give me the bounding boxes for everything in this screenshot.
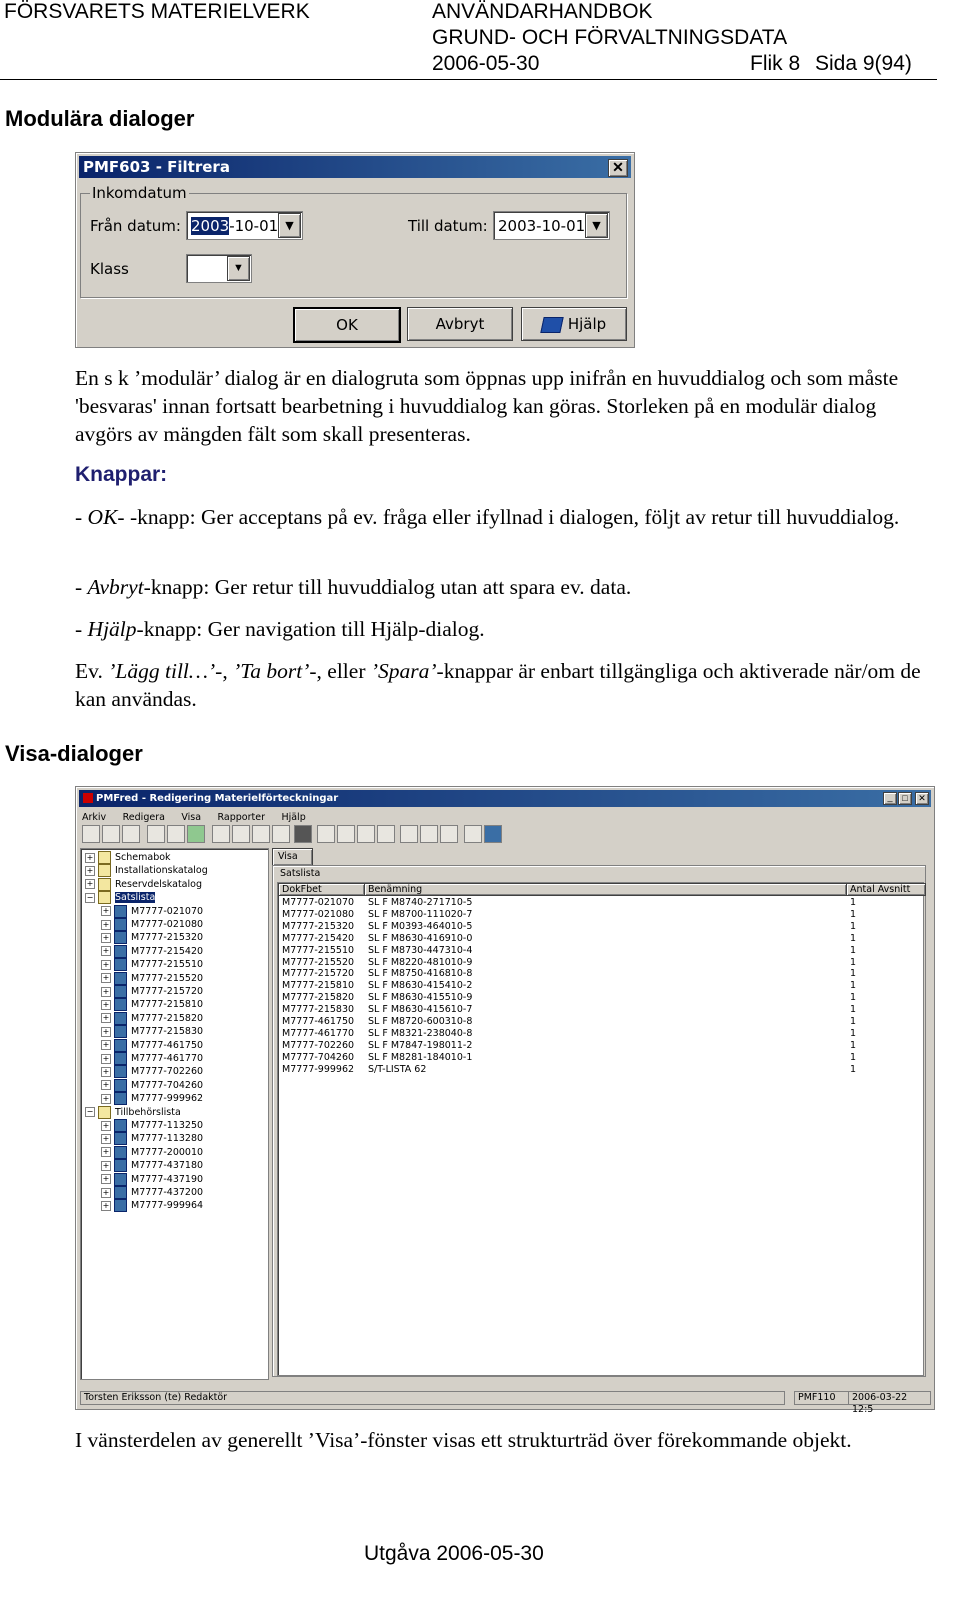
cancel-button-description — [75, 573, 905, 601]
ev-note-part: -knappar är enbart tillgängliga och aktiverade när/om de kan användas. — [75, 659, 921, 711]
status-date-field — [848, 1391, 931, 1415]
table-cell: SL F M8321-238040-8 — [368, 1027, 473, 1039]
filter-dialog — [75, 152, 635, 348]
tree-item-label: M7777-113280 — [131, 1133, 204, 1145]
table-cell: SL F M8740-271710-5 — [368, 897, 473, 908]
ok-button-description — [75, 503, 905, 531]
expand-icon[interactable]: + — [102, 906, 110, 916]
table-cell: 1 — [850, 956, 857, 968]
expand-icon[interactable]: + — [102, 973, 110, 983]
expand-icon[interactable]: + — [102, 999, 110, 1009]
book-icon — [98, 878, 111, 891]
tree-item-label: M7777-461750 — [131, 1039, 204, 1051]
tree-item-label: M7777-461770 — [131, 1053, 204, 1064]
menu-rapporter[interactable]: Rapporter — [217, 812, 265, 823]
ok-item-prefix: - — [75, 505, 88, 529]
cancel-item-prefix: - — [75, 575, 88, 599]
status-code: PMF110 — [798, 1392, 836, 1403]
tree-item-satslista[interactable] — [101, 945, 203, 958]
menu-arkiv[interactable]: Arkiv — [82, 812, 107, 823]
table-cell: 1 — [850, 1004, 857, 1016]
table-cell: M7777-215520 — [282, 956, 355, 968]
status-bar — [80, 1391, 930, 1415]
window-titlebar — [79, 790, 931, 807]
table-cell: SL F M0393-464010-5 — [368, 920, 473, 932]
table-row[interactable] — [282, 1028, 922, 1040]
table-cell: M7777-702260 — [282, 1039, 355, 1051]
header-date: 2006-05-30 — [432, 52, 540, 75]
tree-item-label: Tillbehörslista — [115, 1106, 181, 1118]
tree-item-satslista[interactable] — [101, 905, 203, 918]
header-org: FÖRSVARETS MATERIELVERK — [4, 0, 310, 23]
print-icon[interactable] — [147, 825, 165, 843]
expand-icon[interactable]: + — [102, 1013, 110, 1023]
ok-button[interactable] — [293, 307, 401, 343]
tree-item-satslista[interactable] — [101, 1025, 203, 1038]
tree-item-satslista[interactable] — [101, 931, 203, 944]
from-date-label: Från datum: — [90, 217, 181, 235]
help-item-text: -knapp: Ger navigation till Hjälp-dialog. — [136, 617, 485, 641]
group-inkomdatum — [80, 184, 627, 298]
expand-icon[interactable]: + — [102, 946, 110, 956]
document-icon — [114, 958, 127, 971]
from-date-dropdown-button[interactable] — [278, 213, 301, 238]
tool-icon-5[interactable] — [400, 825, 418, 843]
document-icon — [114, 945, 127, 958]
expand-icon[interactable]: + — [102, 1200, 110, 1210]
tree-item-label: M7777-021070 — [131, 905, 204, 917]
expand-icon[interactable]: + — [102, 1066, 110, 1076]
copy-icon[interactable] — [232, 825, 250, 843]
tree-item-satslista[interactable] — [101, 1039, 203, 1052]
table-cell: M7777-999962 — [282, 1063, 355, 1075]
help-button[interactable] — [521, 307, 627, 341]
tree-item-label: M7777-200010 — [131, 1146, 204, 1158]
help-button-label: Hjälp — [567, 315, 607, 333]
column-header-label: Benämning — [368, 884, 423, 895]
book-icon — [98, 1106, 111, 1119]
help-book-icon[interactable] — [484, 825, 502, 843]
document-icon — [114, 985, 127, 998]
table-cell: SL F M8630-415610-7 — [368, 1004, 473, 1016]
tree-item-tillbehor[interactable] — [101, 1146, 203, 1159]
cancel-button-label: Avbryt — [435, 315, 485, 333]
table-row[interactable] — [282, 980, 922, 992]
expand-icon[interactable]: + — [102, 986, 110, 996]
new-icon[interactable] — [82, 825, 100, 843]
pmfred-window — [75, 786, 935, 1415]
app-icon — [83, 793, 93, 803]
header-rule — [0, 79, 937, 80]
to-date-select[interactable] — [493, 211, 610, 240]
minimize-icon: _ — [887, 792, 893, 802]
expand-icon[interactable]: + — [102, 1040, 110, 1050]
table-cell: M7777-021070 — [282, 897, 355, 908]
column-header-label: DokFbet — [282, 884, 322, 895]
ok-item-name: OK — [87, 505, 118, 529]
from-date-select[interactable] — [186, 211, 303, 240]
document-icon — [114, 931, 127, 944]
document-icon — [114, 1173, 127, 1186]
tree-item-tillbehor[interactable] — [101, 1173, 203, 1186]
undo-icon[interactable] — [272, 825, 290, 843]
table-cell: M7777-461770 — [282, 1027, 355, 1039]
visa-description: I vänsterdelen av generellt ’Visa’-fönster visas ett strukturträd över förekommande objekt. — [75, 1428, 852, 1452]
book-icon — [98, 891, 111, 904]
tool-icon-7[interactable] — [440, 825, 458, 843]
class-dropdown-button[interactable] — [227, 256, 250, 281]
ev-note-part: -, eller — [309, 659, 371, 683]
tree-item-tillbehor[interactable] — [101, 1159, 203, 1172]
expand-icon[interactable]: + — [102, 959, 110, 969]
status-user-field — [80, 1391, 785, 1405]
table-cell: SL F M7847-198011-2 — [368, 1039, 473, 1051]
document-icon — [114, 1199, 127, 1212]
document-icon — [114, 1065, 127, 1078]
tree-root-schemabok[interactable] — [85, 851, 171, 864]
table-cell: 1 — [850, 897, 857, 908]
status-user: Torsten Eriksson (te) Redaktör — [84, 1392, 228, 1403]
table-cell: M7777-021080 — [282, 908, 355, 920]
chevron-down-icon: ▼ — [592, 219, 601, 232]
tree-item-tillbehor[interactable] — [101, 1199, 203, 1212]
table-cell: 1 — [850, 932, 857, 944]
table-row[interactable] — [282, 909, 922, 921]
document-icon — [114, 1146, 127, 1159]
tree-item-tillbehor[interactable] — [101, 1132, 203, 1145]
ok-button-label: OK — [336, 316, 358, 334]
ok-item-text: - -knapp: Ger acceptans på ev. fråga eller ifyllnad i dialogen, följt av retur till huvuddialog. — [117, 505, 900, 529]
maximize-button[interactable] — [898, 792, 912, 805]
close-icon: ✕ — [612, 159, 624, 175]
delete-icon[interactable] — [122, 825, 140, 843]
tree-root-satslista[interactable] — [85, 891, 155, 904]
table-cell: SL F M8630-415510-9 — [368, 992, 473, 1004]
ev-note-part: Ev. — [75, 659, 109, 683]
table-cell: 1 — [850, 1016, 857, 1027]
document-icon — [114, 998, 127, 1011]
expand-icon[interactable]: + — [102, 932, 110, 942]
table-cell: M7777-461750 — [282, 1016, 355, 1027]
header-page: Sida 9(94) — [815, 52, 912, 75]
group-label: Inkomdatum — [92, 184, 187, 202]
table-cell: M7777-215510 — [282, 944, 355, 956]
table-row[interactable] — [282, 1052, 922, 1064]
help-book-icon — [540, 317, 563, 333]
column-header-dokfbet[interactable] — [278, 883, 365, 896]
to-date-text: 2003-10-01 — [498, 217, 586, 235]
table-row[interactable] — [282, 1004, 922, 1016]
document-icon — [114, 918, 127, 931]
document-icon — [114, 972, 127, 985]
tree-item-label: M7777-215830 — [131, 1026, 204, 1038]
chevron-down-icon: ▼ — [285, 219, 294, 232]
collapse-icon[interactable]: − — [86, 892, 94, 902]
expand-icon[interactable]: + — [102, 1120, 110, 1130]
tree-item-label: M7777-437190 — [131, 1173, 204, 1185]
table-cell: SL F M8220-481010-9 — [368, 956, 473, 968]
table-cell: 1 — [850, 992, 857, 1004]
table-row[interactable] — [282, 945, 922, 957]
maximize-icon: □ — [902, 793, 908, 803]
table-cell: 1 — [850, 1063, 857, 1075]
document-icon — [114, 1052, 127, 1065]
column-header-benamning[interactable] — [364, 883, 847, 896]
collapse-icon[interactable]: − — [86, 1107, 94, 1117]
class-select[interactable] — [186, 254, 252, 283]
tree-item-tillbehor[interactable] — [101, 1186, 203, 1199]
document-icon — [114, 1039, 127, 1052]
menu-bar — [82, 807, 306, 821]
ev-note-part: -, — [215, 659, 234, 683]
tree-item-label: M7777-437180 — [131, 1160, 204, 1172]
document-icon — [114, 1079, 127, 1092]
save-icon[interactable] — [102, 825, 120, 843]
tree-item-satslista[interactable] — [101, 1079, 203, 1092]
close-button[interactable] — [608, 159, 628, 177]
expand-icon[interactable]: + — [86, 852, 94, 862]
tool-icon-1[interactable] — [317, 825, 335, 843]
expand-icon[interactable]: + — [102, 1133, 110, 1143]
table-cell: SL F M8720-600310-8 — [368, 1016, 473, 1027]
table-cell: 1 — [850, 1051, 857, 1063]
table-cell: SL F M8630-415410-2 — [368, 980, 473, 992]
expand-icon[interactable]: + — [86, 879, 94, 889]
table-cell: 1 — [850, 920, 857, 932]
tree-item-label: M7777-113250 — [131, 1120, 204, 1131]
table-cell: 1 — [850, 968, 857, 980]
book-icon — [98, 864, 111, 877]
header-flik: Flik 8 — [750, 52, 801, 75]
help-item-prefix: - — [75, 617, 88, 641]
close-window-button[interactable] — [915, 792, 929, 805]
table-cell: S/T-LISTA 62 — [368, 1063, 427, 1075]
tab-visa-label: Visa — [278, 851, 298, 862]
table-row[interactable] — [282, 1040, 922, 1052]
cancel-item-name: Avbryt — [87, 575, 144, 599]
section-heading-visa: Visa-dialoger — [5, 741, 143, 766]
table-cell: 1 — [850, 1027, 857, 1039]
from-date-rest-text: -10-01 — [229, 217, 279, 235]
menu-hjalp[interactable]: Hjälp — [281, 812, 306, 823]
document-icon — [114, 905, 127, 918]
tree-item-satslista[interactable] — [101, 1052, 203, 1065]
satslista-group-label: Satslista — [280, 868, 321, 879]
to-date-dropdown-button[interactable] — [585, 213, 608, 238]
tree-item-label: M7777-704260 — [131, 1079, 204, 1091]
table-cell: SL F M8750-416810-8 — [368, 968, 473, 980]
preview-icon[interactable] — [167, 825, 185, 843]
satslista-table[interactable] — [277, 882, 924, 1376]
table-row[interactable] — [282, 1064, 922, 1076]
find-icon[interactable] — [294, 825, 312, 843]
table-cell: SL F M8281-184010-1 — [368, 1051, 473, 1063]
dialog-title: PMF603 - Filtrera — [83, 158, 230, 176]
buttons-heading: Knappar: — [75, 463, 168, 486]
table-row[interactable] — [282, 968, 922, 980]
tree-item-label: M7777-702260 — [131, 1066, 204, 1078]
modular-description: En s k ’modulär’ dialog är en dialogruta som öppnas upp inifrån en huvuddialog och som måste 'besvaras' innan fortsatt bearbetning i huvuddialog kan göras. Storleken på en modulär dialog avgörs av mängden fält som skall presenteras. — [75, 366, 899, 446]
document-icon — [114, 1186, 127, 1199]
tree-item-satslista[interactable] — [101, 958, 203, 971]
column-header-antal[interactable] — [846, 883, 926, 896]
tree-root-tillbehorslista[interactable] — [85, 1106, 181, 1119]
table-cell: 1 — [850, 908, 857, 920]
tab-panel — [272, 865, 926, 1377]
tree-root-installationskatalog[interactable] — [85, 864, 208, 877]
info-icon[interactable] — [464, 825, 482, 843]
structure-tree[interactable] — [80, 848, 269, 1380]
section-heading-modular: Modulära dialoger — [5, 106, 195, 131]
table-row[interactable] — [282, 1016, 922, 1028]
table-cell: M7777-215420 — [282, 932, 355, 944]
tree-item-label: M7777-215720 — [131, 986, 204, 997]
expand-icon[interactable]: + — [102, 1187, 110, 1197]
tree-item-satslista[interactable] — [101, 1092, 203, 1105]
expand-icon[interactable]: + — [102, 1174, 110, 1184]
tool-icon-4[interactable] — [377, 825, 395, 843]
tree-item-satslista[interactable] — [101, 918, 203, 931]
tool-icon-6[interactable] — [420, 825, 438, 843]
tool-icon-3[interactable] — [357, 825, 375, 843]
table-row[interactable] — [282, 897, 922, 909]
header-doc-title-2: GRUND- OCH FÖRVALTNINGSDATA — [432, 26, 788, 49]
document-icon — [114, 1119, 127, 1132]
table-cell: SL F M8700-111020-7 — [368, 908, 473, 920]
window-title: PMFred - Redigering Materielförteckningar — [96, 793, 339, 804]
header-doc-title-1: ANVÄNDARHANDBOK — [432, 0, 653, 23]
table-cell: M7777-215320 — [282, 920, 355, 932]
tree-item-label: M7777-215510 — [131, 959, 204, 971]
table-cell: M7777-215720 — [282, 968, 355, 980]
tree-item-label: M7777-999964 — [131, 1200, 204, 1212]
document-icon — [114, 1092, 127, 1105]
table-cell: 1 — [850, 980, 857, 992]
menu-redigera[interactable]: Redigera — [122, 812, 165, 823]
tree-item-satslista[interactable] — [101, 1065, 203, 1078]
expand-icon[interactable]: + — [102, 1147, 110, 1157]
tree-item-label: Reservdelskatalog — [115, 878, 202, 890]
toolbar — [82, 825, 502, 843]
table-cell: M7777-215830 — [282, 1004, 355, 1016]
ev-note-save: ’Spara’ — [370, 659, 437, 683]
tree-item-satslista[interactable] — [101, 1012, 203, 1025]
table-cell: 1 — [850, 944, 857, 956]
refresh-icon[interactable] — [187, 825, 205, 843]
cut-icon[interactable] — [212, 825, 230, 843]
ev-note-add: ’Lägg till…’ — [108, 659, 216, 683]
tree-item-label: M7777-215420 — [131, 945, 204, 957]
table-cell: SL F M8730-447310-4 — [368, 944, 473, 956]
document-icon — [114, 1132, 127, 1145]
table-cell: 1 — [850, 1039, 857, 1051]
expand-icon[interactable]: + — [102, 1080, 110, 1090]
document-icon — [114, 1159, 127, 1172]
tree-item-label: M7777-215810 — [131, 999, 204, 1011]
minimize-button[interactable] — [883, 792, 897, 805]
status-date: 2006-03-22 12:5 — [852, 1392, 908, 1415]
tree-item-tillbehor[interactable] — [101, 1119, 203, 1132]
class-label: Klass — [90, 260, 129, 278]
tree-item-satslista[interactable] — [101, 985, 203, 998]
expand-icon[interactable]: + — [102, 1026, 110, 1036]
dialog-titlebar — [79, 156, 631, 178]
expand-icon[interactable]: + — [102, 1053, 110, 1063]
tree-item-label: M7777-437200 — [131, 1187, 204, 1198]
close-icon: ✕ — [918, 793, 926, 803]
tree-item-label: M7777-215320 — [131, 932, 204, 944]
table-cell: SL F M8630-416910-0 — [368, 932, 473, 944]
cancel-item-text: -knapp: Ger retur till huvuddialog utan att spara ev. data. — [143, 575, 632, 599]
expand-icon[interactable]: + — [102, 919, 110, 929]
tree-root-reservdelskatalog[interactable] — [85, 878, 202, 891]
table-cell: M7777-215810 — [282, 980, 355, 992]
ev-note-remove: ’Ta bort’ — [233, 659, 310, 683]
to-date-label: Till datum: — [408, 217, 488, 235]
table-row[interactable] — [282, 933, 922, 945]
tree-item-label: M7777-215820 — [131, 1012, 204, 1024]
tree-item-label: Satslista — [115, 892, 156, 904]
optional-buttons-note — [75, 657, 935, 713]
tool-icon-2[interactable] — [337, 825, 355, 843]
book-icon — [98, 851, 111, 864]
table-row[interactable] — [282, 921, 922, 933]
tree-item-label: M7777-999962 — [131, 1093, 204, 1105]
help-button-description — [75, 615, 905, 643]
status-code-field — [794, 1391, 849, 1405]
table-cell: M7777-215820 — [282, 992, 355, 1004]
tree-item-label: Schemabok — [115, 852, 171, 863]
expand-icon[interactable]: + — [102, 1093, 110, 1103]
right-pane — [272, 848, 928, 1378]
tree-item-label: M7777-021080 — [131, 919, 204, 930]
table-cell: M7777-704260 — [282, 1051, 355, 1063]
chevron-down-icon: ▼ — [233, 262, 244, 274]
tab-visa[interactable] — [272, 848, 313, 865]
expand-icon[interactable]: + — [86, 865, 94, 875]
expand-icon[interactable]: + — [102, 1160, 110, 1170]
from-date-selected-text: 2003 — [191, 217, 230, 235]
tree-item-satslista[interactable] — [101, 998, 203, 1011]
document-icon — [114, 1012, 127, 1025]
tree-item-satslista[interactable] — [101, 972, 203, 985]
tree-item-label: Installationskatalog — [115, 865, 208, 877]
document-icon — [114, 1025, 127, 1038]
help-item-name: Hjälp — [87, 617, 137, 641]
paste-icon[interactable] — [252, 825, 270, 843]
tree-item-label: M7777-215520 — [131, 972, 204, 984]
table-row[interactable] — [282, 992, 922, 1004]
footer-edition: Utgåva 2006-05-30 — [364, 1542, 544, 1565]
table-row[interactable] — [282, 957, 922, 969]
menu-visa[interactable]: Visa — [181, 812, 202, 823]
cancel-button[interactable] — [407, 307, 513, 341]
column-header-label: Antal Avsnitt — [850, 884, 911, 895]
